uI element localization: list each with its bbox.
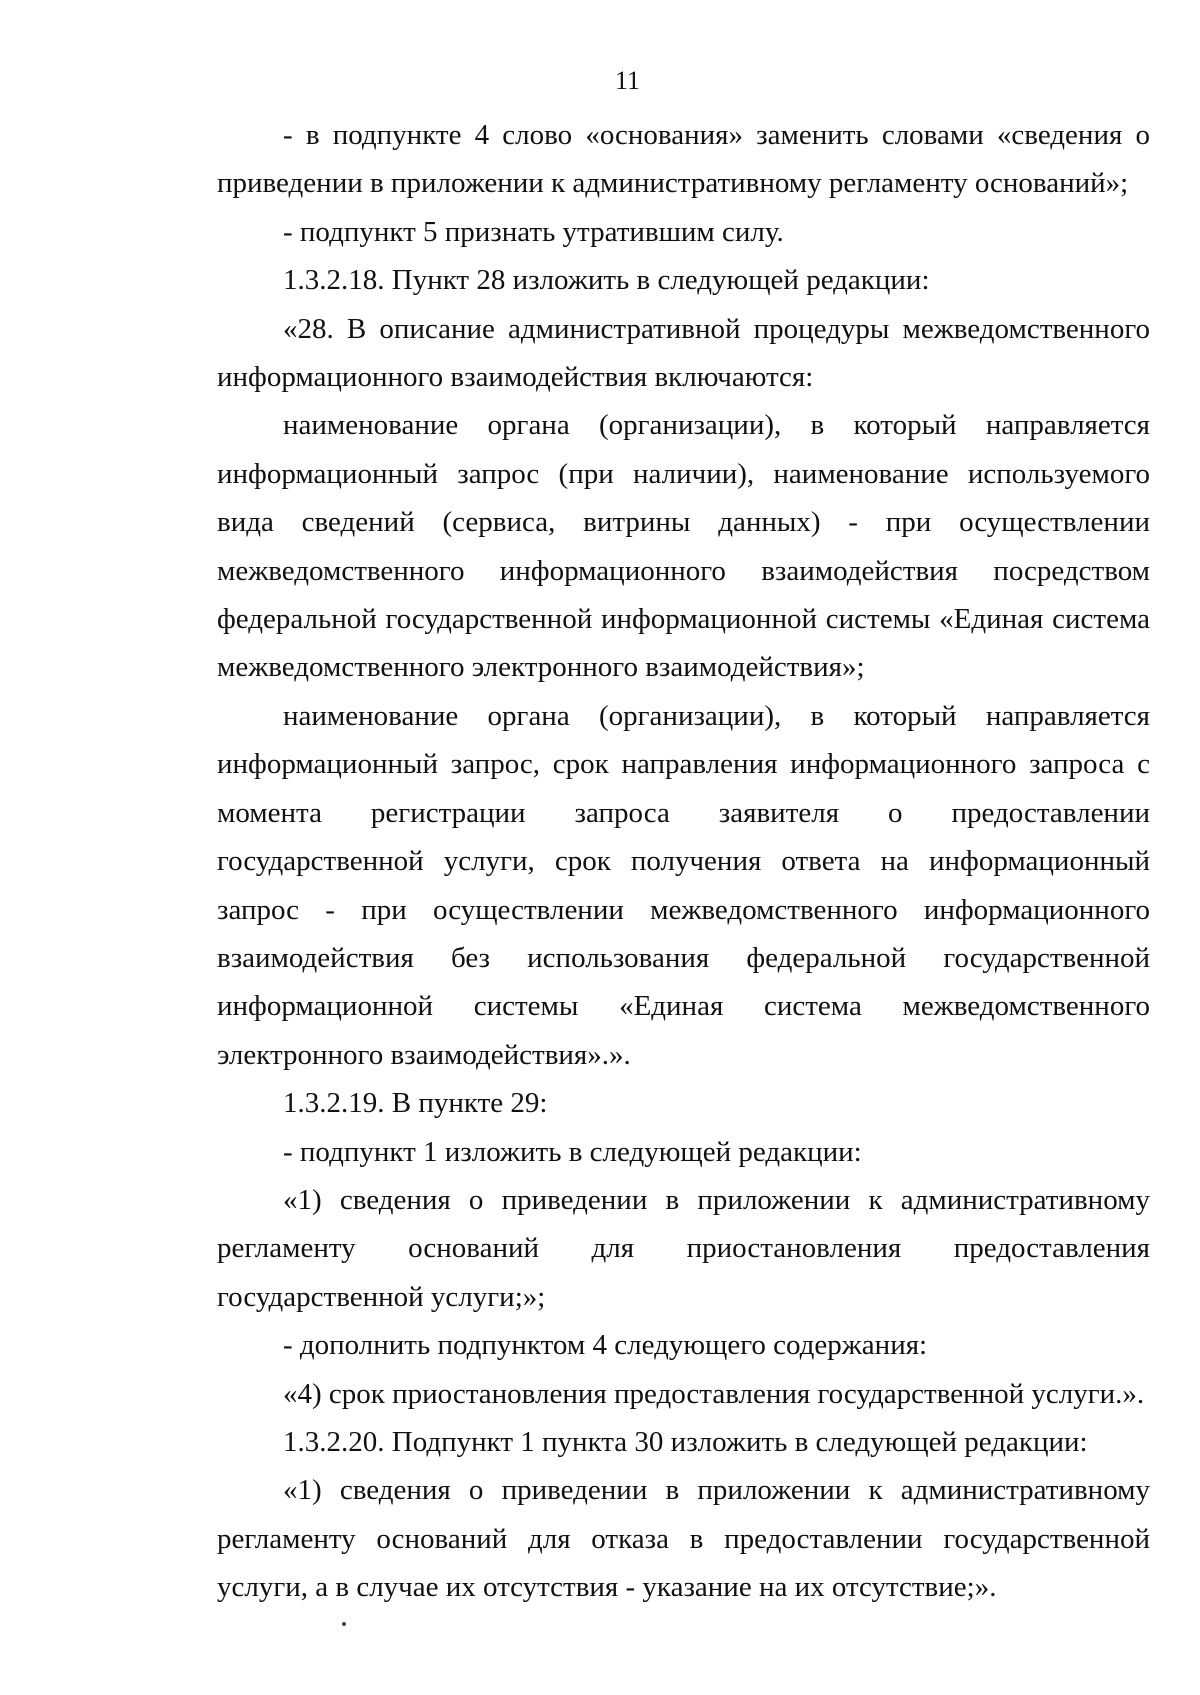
paragraph: наименование органа (организации), в который направляется информационный запрос, срок направления информационного запроса с момента регистрации запроса заявителя о предоставлении государственной услуги, срок получения ответа на информационный запрос - при осуществлении межведомственного информационного взаимодействия без использования федеральной государственной информационной системы «Единая система межведомственного электронного взаимодействия».». <box>217 699 1150 1071</box>
page-number: 11 <box>614 66 641 95</box>
paragraph: «1) сведения о приведении в приложении к административному регламенту оснований для отказа в предоставлении государственной услуги, а в случае их отсутствия - указание на их отсутствие;». <box>217 1474 1150 1604</box>
document-body <box>217 111 1150 1612</box>
paragraph: 1.3.2.20. Подпункт 1 пункта 30 изложить в следующей редакции: <box>283 1425 1088 1458</box>
paragraph: «4) срок приостановления предоставления государственной услуги.». <box>283 1377 1145 1410</box>
paragraph: наименование органа (организации), в который направляется информационный запрос (при наличии), наименование используемого вида сведений (сервиса, витрины данных) - при осуществлении межведомственного информационного взаимодействия посредством федеральной государственной информационной системы «Единая система межведомственного электронного взаимодействия»; <box>217 409 1150 684</box>
paragraph: «1) сведения о приведении в приложении к административному регламенту оснований для приостановления предоставления государственной услуги;»; <box>217 1183 1150 1313</box>
paragraph: - дополнить подпунктом 4 следующего содержания: <box>283 1329 928 1362</box>
paragraph: - в подпункте 4 слово «основания» заменить словами «сведения о приведении в приложении к административному регламенту оснований»; <box>217 119 1150 200</box>
paragraph: 1.3.2.18. Пункт 28 изложить в следующей редакции: <box>283 264 930 297</box>
paragraph: - подпункт 1 изложить в следующей редакции: <box>283 1135 862 1168</box>
paragraph: 1.3.2.19. В пункте 29: <box>283 1087 548 1120</box>
scan-speck <box>342 1622 346 1626</box>
paragraph: «28. В описание административной процедуры межведомственного информационного взаимодействия включаются: <box>217 312 1150 394</box>
paragraph: - подпункт 5 признать утратившим силу. <box>283 215 784 248</box>
